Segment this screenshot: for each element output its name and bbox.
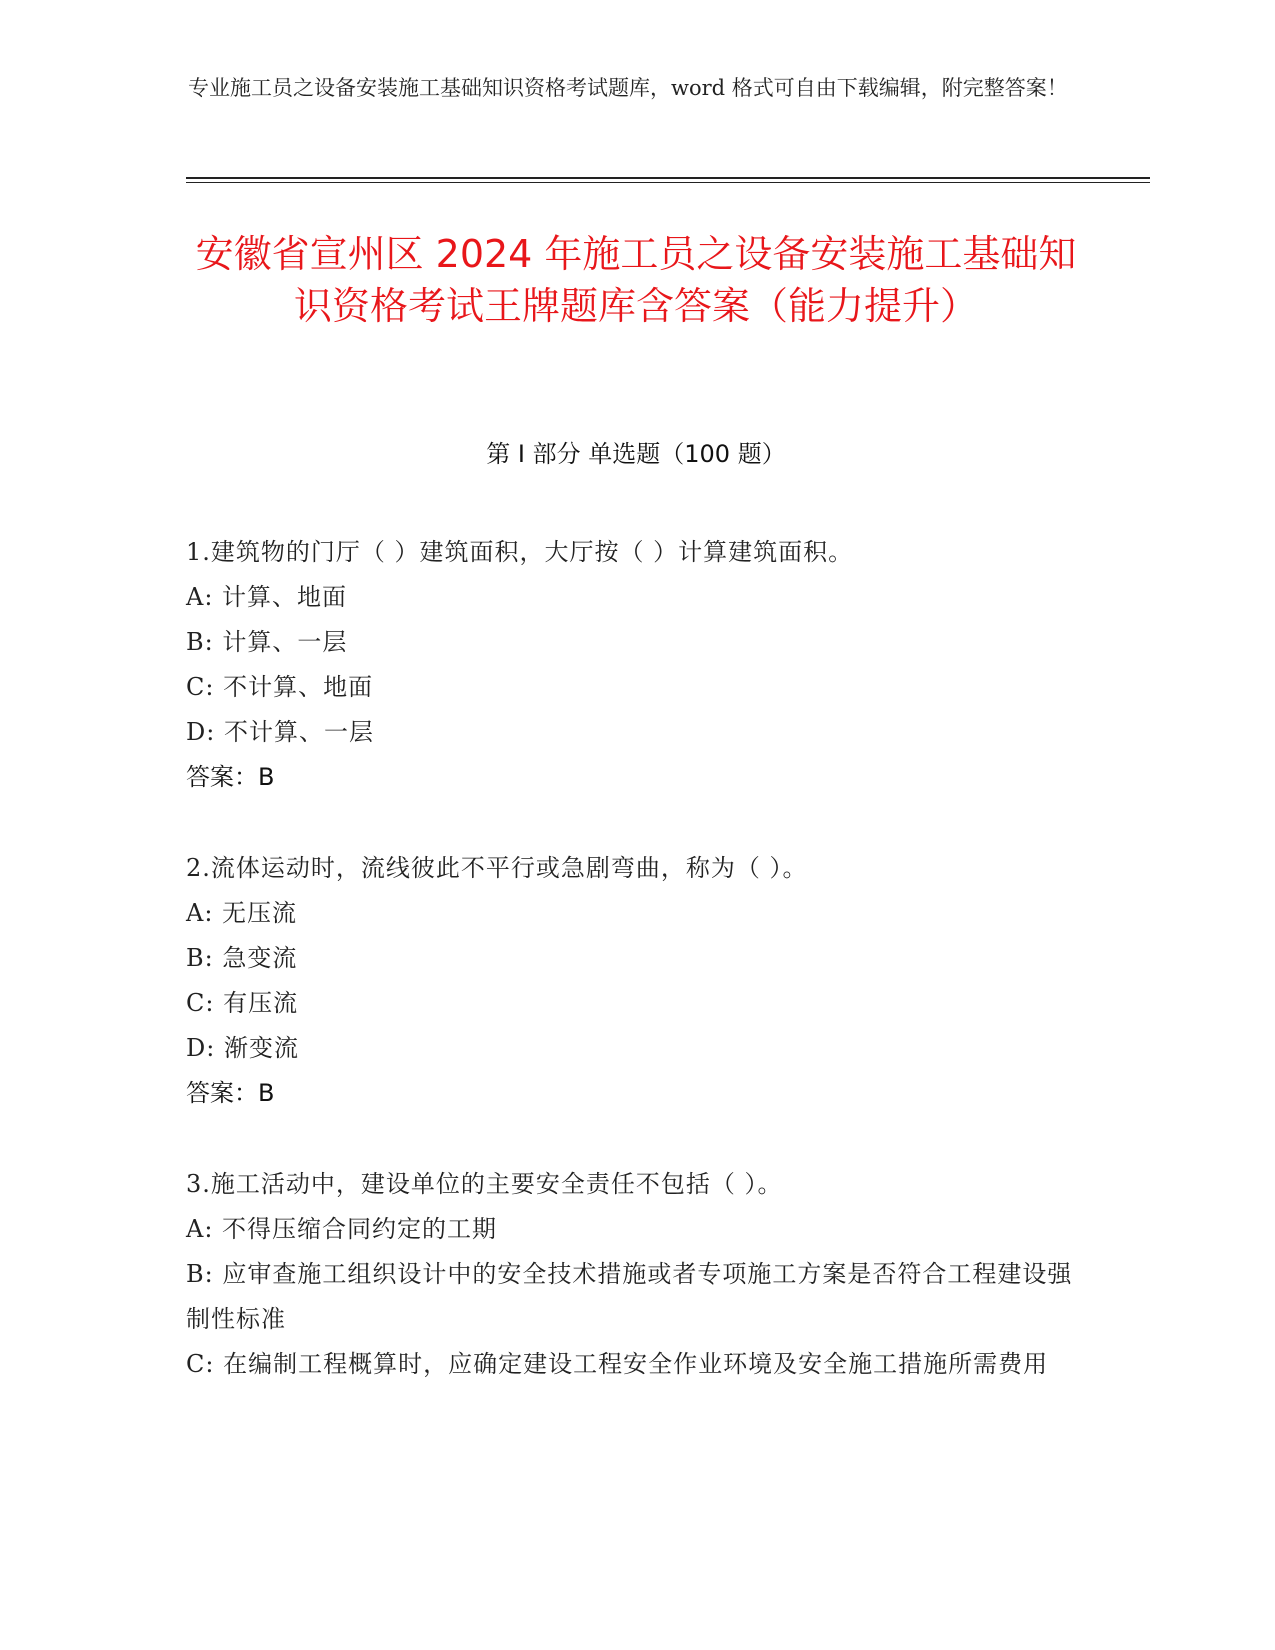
option-c: C: 有压流 <box>186 989 299 1017</box>
option-d: D: 渐变流 <box>186 1034 299 1062</box>
document-title: 安徽省宣州区 2024 年施工员之设备安装施工基础知识资格考试王牌题库含答案（能力提升） <box>195 232 1077 328</box>
question-stem: 3.施工活动中，建设单位的主要安全责任不包括（ ）。 <box>186 1170 783 1198</box>
header-divider-thin <box>186 182 1150 183</box>
question-1 <box>186 530 1086 800</box>
option-a: A: 无压流 <box>186 899 298 927</box>
header-note: 专业施工员之设备安装施工基础知识资格考试题库，word 格式可自由下载编辑，附完整答案！ <box>188 76 1068 100</box>
header-divider-thick <box>186 177 1150 179</box>
option-b: B: 急变流 <box>186 944 298 972</box>
question-3 <box>186 1162 1086 1387</box>
question-stem: 1.建筑物的门厅（ ）建筑面积，大厅按（ ）计算建筑面积。 <box>186 538 854 566</box>
answer: 答案：B <box>186 763 275 791</box>
option-b: B: 应审查施工组织设计中的安全技术措施或者专项施工方案是否符合工程建设强制性标准 <box>186 1260 1073 1333</box>
option-c: C: 不计算、地面 <box>186 673 374 701</box>
option-d: D: 不计算、一层 <box>186 718 374 746</box>
answer: 答案：B <box>186 1079 275 1107</box>
question-list <box>186 530 1086 1433</box>
question-stem: 2.流体运动时，流线彼此不平行或急剧弯曲，称为（ ）。 <box>186 854 808 882</box>
option-a: A: 不得压缩合同约定的工期 <box>186 1215 498 1243</box>
option-a: A: 计算、地面 <box>186 583 348 611</box>
option-c: C: 在编制工程概算时，应确定建设工程安全作业环境及安全施工措施所需费用 <box>186 1350 1049 1378</box>
question-2 <box>186 846 1086 1116</box>
section-heading: 第 I 部分 单选题（100 题） <box>486 440 786 468</box>
option-b: B: 计算、一层 <box>186 628 348 656</box>
